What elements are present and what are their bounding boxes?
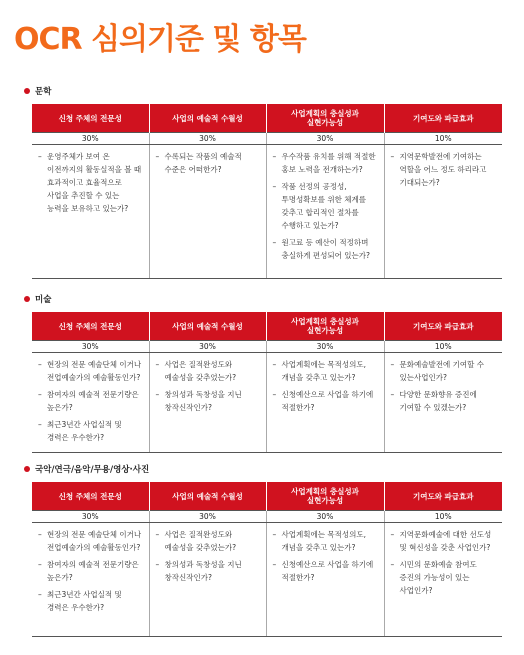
criteria-item: – 최근3년간 사업실적 및 경력은 우수한가? [38, 418, 143, 444]
header-artistic-excellence: 사업의 예술적 수월성 [149, 482, 266, 511]
weight-cell: 10% [384, 341, 502, 353]
criteria-item: – 수록되는 작품의 예술적 수준은 어떠한가? [156, 150, 260, 176]
header-expertise: 신청 주체의 전문성 [32, 312, 149, 341]
criteria-item: – 창의성과 독창성을 지닌 창작신작인가? [156, 558, 260, 584]
weight-cell: 30% [266, 511, 384, 523]
criteria-cell [384, 353, 502, 453]
header-plan-feasibility-line1: 사업계획의 충실성과 [291, 487, 359, 496]
weight-cell: 30% [149, 341, 266, 353]
header-plan-feasibility [266, 104, 384, 133]
criteria-item: – 우수작품 유치를 위해 적절한 홍보 노력을 전개하는가? [273, 150, 378, 176]
criteria-item: – 지역문화예술에 대한 선도성 및 혁신성을 갖춘 사업인가? [391, 528, 497, 554]
criteria-table [32, 104, 502, 279]
section-header [32, 84, 502, 98]
weight-cell: 30% [149, 511, 266, 523]
criteria-item: – 사업은 질적완성도와 예술성을 갖추었는가? [156, 358, 260, 384]
criteria-item: – 운영주체가 보여 온 이전까지의 활동실적을 볼 때 효과적이고 효율적으로 사업을 추진할 수 있는 능력을 보유하고 있는가? [38, 150, 143, 215]
header-contribution: 기여도와 파급효과 [384, 104, 502, 133]
header-plan-feasibility-line2: 실현가능성 [306, 118, 344, 127]
section-performing-arts [32, 462, 502, 637]
criteria-item: – 참여자의 예술적 전문기량은 높은가? [38, 388, 143, 414]
criteria-item: – 신청예산으로 사업을 하기에 적절한가? [273, 388, 378, 414]
criteria-item: – 최근3년간 사업실적 및 경력은 우수한가? [38, 588, 143, 614]
criteria-table [32, 312, 502, 453]
criteria-cell [384, 523, 502, 637]
section-title: 미술 [35, 295, 52, 305]
criteria-item: – 창의성과 독창성을 지닌 창작신작인가? [156, 388, 260, 414]
section-header [32, 462, 502, 476]
section-header [32, 292, 502, 306]
criteria-item: – 사업은 질적완성도와 예술성을 갖추었는가? [156, 528, 260, 554]
weight-cell: 30% [32, 511, 149, 523]
weight-cell: 30% [266, 341, 384, 353]
criteria-item: – 작품 선정의 공정성, 투명성확보를 위한 체계를 갖추고 합리적인 절차를 수행하고 있는가? [273, 180, 378, 232]
criteria-cell [149, 145, 266, 279]
section-title: 문학 [35, 87, 52, 97]
weight-cell: 30% [149, 133, 266, 145]
bullet-icon [24, 466, 30, 472]
header-expertise: 신청 주체의 전문성 [32, 482, 149, 511]
weight-cell: 30% [32, 133, 149, 145]
header-artistic-excellence: 사업의 예술적 수월성 [149, 104, 266, 133]
section-literature [32, 84, 502, 279]
criteria-item: – 사업계획에는 목적성의도, 개념을 갖추고 있는가? [273, 358, 378, 384]
criteria-cell [266, 145, 384, 279]
header-plan-feasibility [266, 312, 384, 341]
weight-cell: 10% [384, 511, 502, 523]
criteria-item: – 사업계획에는 목적성의도, 개념을 갖추고 있는가? [273, 528, 378, 554]
criteria-cell [32, 523, 149, 637]
criteria-item: – 지역문학발전에 기여하는 역할을 어느 정도 하리라고 기대되는가? [391, 150, 497, 189]
header-plan-feasibility [266, 482, 384, 511]
criteria-cell [149, 353, 266, 453]
weight-cell: 30% [266, 133, 384, 145]
header-contribution: 기여도와 파급효과 [384, 312, 502, 341]
criteria-item: – 참여자의 예술적 전문기량은 높은가? [38, 558, 143, 584]
criteria-cell [32, 353, 149, 453]
criteria-item: – 원고료 등 예산이 적정하며 충실하게 편성되어 있는가? [273, 236, 378, 262]
criteria-cell [32, 145, 149, 279]
criteria-item: – 다양한 문화향유 증진에 기여할 수 있겠는가? [391, 388, 497, 414]
criteria-item: – 문화예술발전에 기여할 수 있는사업인가? [391, 358, 497, 384]
criteria-item: – 신청예산으로 사업을 하기에 적절한가? [273, 558, 378, 584]
weight-cell: 10% [384, 133, 502, 145]
criteria-cell [149, 523, 266, 637]
header-contribution: 기여도와 파급효과 [384, 482, 502, 511]
criteria-cell [266, 353, 384, 453]
header-expertise: 신청 주체의 전문성 [32, 104, 149, 133]
section-title: 국악/연극/음악/무용/영상·사진 [35, 465, 150, 475]
criteria-item: – 현장의 전문 예술단체 이거나 전업예술가의 예술활동인가? [38, 358, 143, 384]
section-art [32, 292, 502, 453]
page-title: OCR 심의기준 및 항목 [14, 22, 306, 57]
criteria-cell [266, 523, 384, 637]
bullet-icon [24, 88, 30, 94]
header-plan-feasibility-line2: 실현가능성 [306, 496, 344, 505]
criteria-item: – 현장의 전문 예술단체 이거나 전업예술가의 예술활동인가? [38, 528, 143, 554]
criteria-table [32, 482, 502, 637]
criteria-item: – 시민의 문화예술 참여도 증진의 가능성이 있는 사업인가? [391, 558, 497, 597]
criteria-cell [384, 145, 502, 279]
header-plan-feasibility-line1: 사업계획의 충실성과 [291, 317, 359, 326]
header-plan-feasibility-line2: 실현가능성 [306, 326, 344, 335]
weight-cell: 30% [32, 341, 149, 353]
header-artistic-excellence: 사업의 예술적 수월성 [149, 312, 266, 341]
bullet-icon [24, 296, 30, 302]
header-plan-feasibility-line1: 사업계획의 충실성과 [291, 109, 359, 118]
